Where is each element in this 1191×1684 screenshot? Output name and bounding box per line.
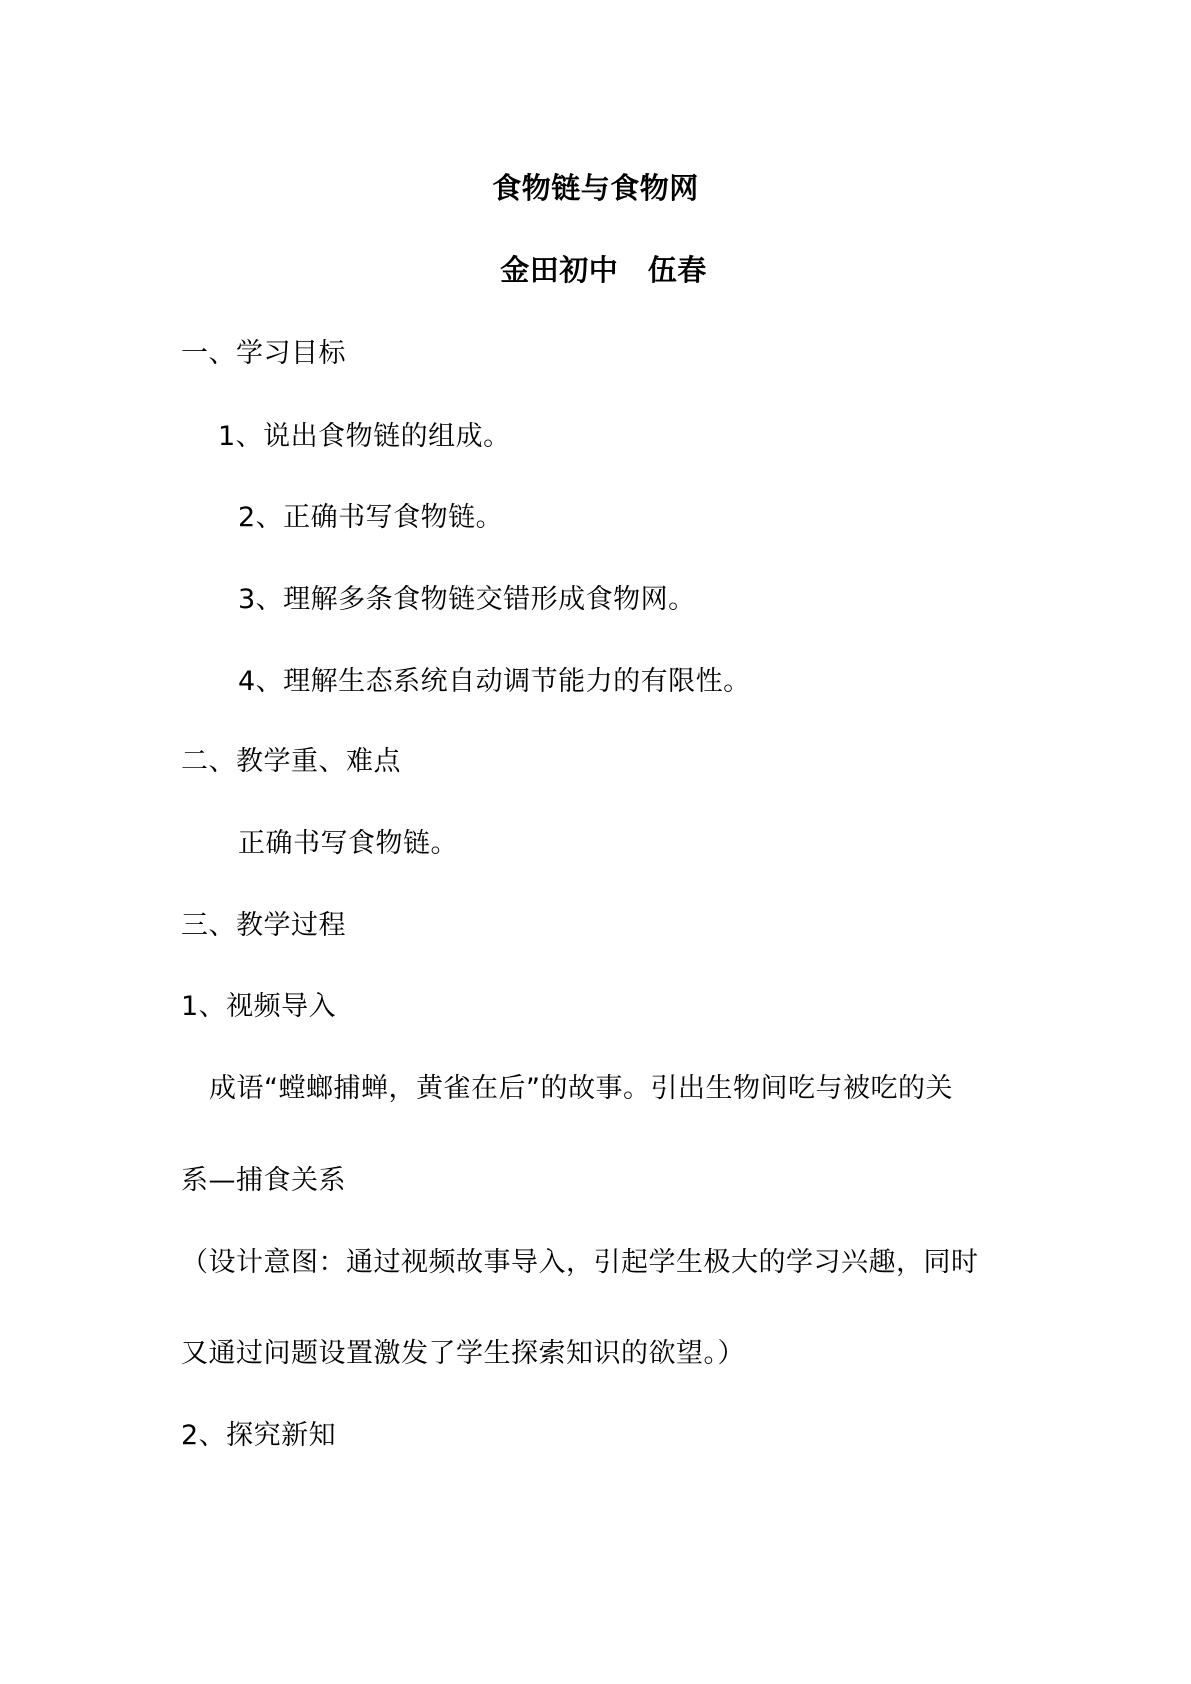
step-heading-explore: 2、探究新知 (181, 1420, 337, 1451)
objective-item: 1、说出食物链的组成。 (218, 421, 511, 452)
document-author: 金田初中 伍春 (500, 253, 707, 287)
objective-item: 2、正确书写食物链。 (238, 502, 504, 533)
objective-item: 3、理解多条食物链交错形成食物网。 (238, 584, 696, 615)
design-intent-line: 又通过问题设置激发了学生探索知识的欲望。） (181, 1338, 745, 1369)
document-title: 食物链与食物网 (492, 171, 699, 205)
paragraph-line: 系—捕食关系 (181, 1165, 346, 1196)
step-heading-video-intro: 1、视频导入 (181, 991, 337, 1022)
design-intent-line: （设计意图：通过视频故事导入，引起学生极大的学习兴趣，同时 (181, 1247, 979, 1278)
section-heading-process: 三、教学过程 (181, 910, 346, 941)
section-heading-key-points: 二、教学重、难点 (181, 746, 401, 777)
objective-item: 4、理解生态系统自动调节能力的有限性。 (238, 666, 751, 697)
key-point-text: 正确书写食物链。 (238, 828, 458, 859)
section-heading-objectives: 一、学习目标 (181, 338, 346, 369)
paragraph-line: 成语“螳螂捕蝉，黄雀在后”的故事。引出生物间吃与被吃的关 (209, 1073, 953, 1104)
